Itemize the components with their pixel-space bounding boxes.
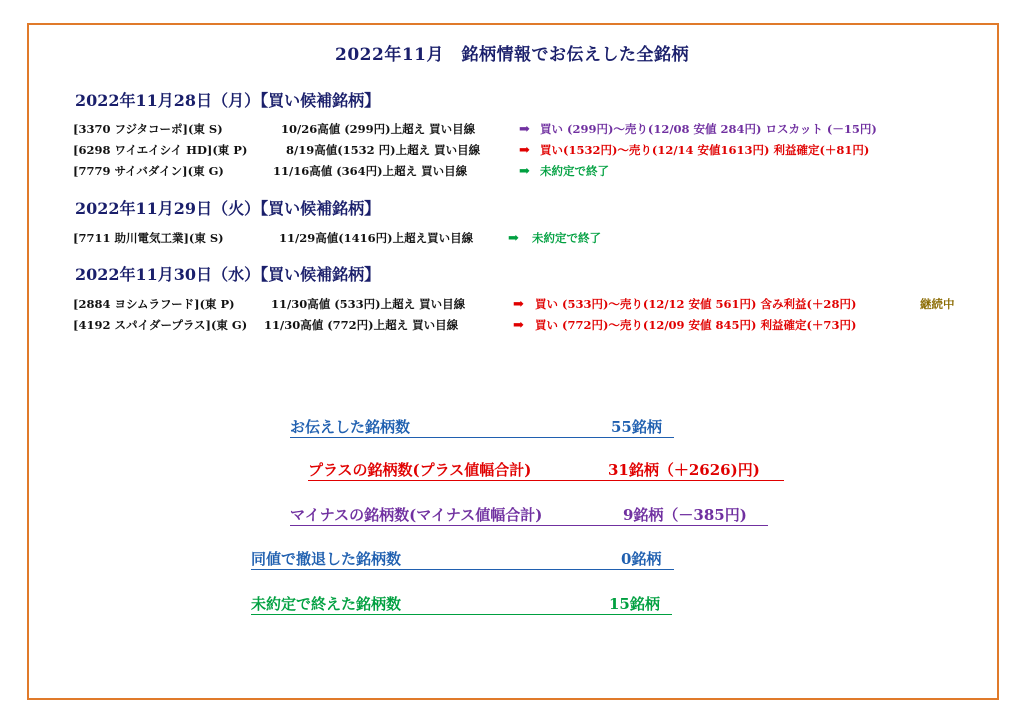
- trade-result: 買い (772円)～売り(12/09 安値 845円) 利益確定(＋73円): [535, 318, 857, 332]
- day-heading-1129: 2022年11月29日（火）【買い候補銘柄】: [75, 199, 381, 218]
- summary-minus: [290, 504, 768, 526]
- summary-total-value: 55銘柄: [611, 418, 662, 436]
- stock-name: [7779 サイバダイン](東 G): [73, 164, 224, 178]
- right-arrow-icon: ➡: [508, 231, 519, 246]
- day-heading-1130: 2022年11月30日（水）【買い候補銘柄】: [75, 265, 381, 284]
- right-arrow-icon: ➡: [513, 297, 524, 312]
- summary-plus-label: プラスの銘柄数(プラス値幅合計): [308, 461, 532, 479]
- stock-name: [7711 助川電気工業](東 S): [73, 231, 224, 245]
- entry-condition: 11/30高値 (772円)上超え 買い目線: [264, 318, 459, 332]
- trade-result: 未約定で終了: [532, 231, 601, 245]
- summary-unfilled-label: 未約定で終えた銘柄数: [251, 595, 402, 613]
- entry-condition: 8/19高値(1532 円)上超え 買い目線: [286, 143, 481, 157]
- entry-condition: 11/29高値(1416円)上超え買い目線: [279, 231, 474, 245]
- right-arrow-icon: ➡: [519, 164, 530, 179]
- summary-plus-value: 31銘柄（＋2626)円): [608, 461, 760, 479]
- right-arrow-icon: ➡: [519, 122, 530, 137]
- stock-name: [6298 ワイエイシイ HD](東 P): [73, 143, 248, 157]
- right-arrow-icon: ➡: [513, 318, 524, 333]
- stock-name: [2884 ヨシムラフード](東 P): [73, 297, 235, 311]
- trade-result: 買い(1532円)～売り(12/14 安値1613円) 利益確定(＋81円): [540, 143, 870, 157]
- trade-result: 買い (533円)～売り(12/12 安値 561円) 含み利益(＋28円): [535, 297, 857, 311]
- summary-even-label: 同値で撤退した銘柄数: [251, 550, 402, 568]
- summary-unfilled: [251, 593, 672, 615]
- status-badge: 継続中: [920, 297, 955, 311]
- trade-result: 未約定で終了: [540, 164, 609, 178]
- right-arrow-icon: ➡: [519, 143, 530, 158]
- summary-plus: [308, 459, 784, 481]
- summary-minus-label: マイナスの銘柄数(マイナス値幅合計): [290, 506, 543, 524]
- summary-even-value: 0銘柄: [621, 550, 662, 568]
- day-heading-1128: 2022年11月28日（月）【買い候補銘柄】: [75, 91, 381, 110]
- trade-result: 買い (299円)～売り(12/08 安値 284円) ロスカット (－15円): [540, 122, 877, 136]
- summary-unfilled-value: 15銘柄: [609, 595, 660, 613]
- summary-minus-value: 9銘柄（－385円): [623, 506, 747, 524]
- stock-name: [3370 フジタコーポ](東 S): [73, 122, 223, 136]
- stock-name: [4192 スパイダープラス](東 G): [73, 318, 248, 332]
- entry-condition: 11/16高値 (364円)上超え 買い目線: [273, 164, 468, 178]
- entry-condition: 10/26高値 (299円)上超え 買い目線: [281, 122, 476, 136]
- summary-total: [290, 416, 674, 438]
- page-title: 2022年11月 銘柄情報でお伝えした全銘柄: [335, 45, 689, 65]
- summary-even: [251, 548, 674, 570]
- entry-condition: 11/30高値 (533円)上超え 買い目線: [271, 297, 466, 311]
- summary-total-label: お伝えした銘柄数: [290, 418, 411, 436]
